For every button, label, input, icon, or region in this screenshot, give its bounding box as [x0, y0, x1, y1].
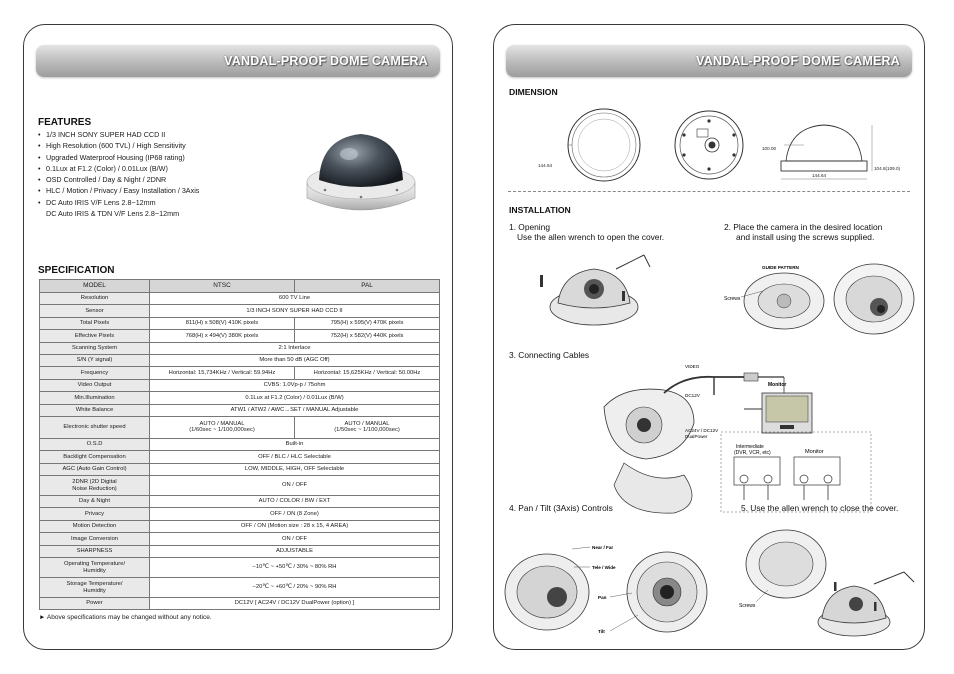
shutter-ntsc-range: (1/60sec ~ 1/100,000sec): [189, 427, 255, 434]
intermediate-label-line1: Intermediate: [736, 444, 764, 450]
shutter-pal-range: (1/50sec ~ 1/100,000sec): [334, 427, 400, 434]
table-row: [40, 451, 440, 463]
st-temp-label-line1: Storage Temperature/: [66, 580, 123, 587]
table-row: [40, 416, 440, 438]
row-label: Effective Pixels: [40, 330, 150, 342]
row-label: Image Conversion: [40, 533, 150, 545]
intermediate-label-line2: (DVR, VCR, etc): [734, 450, 771, 456]
features-heading: FEATURES: [38, 117, 92, 128]
tilt-label: Tilt: [598, 629, 605, 634]
tele-wide-label: Tele / Wide: [592, 565, 616, 570]
near-far-label: Near / Far: [592, 545, 614, 550]
step-5-title: 5. Use the allen wrench to close the cover.: [741, 503, 899, 513]
row-value-pal: Horizontal: 15,625KHz / Vertical: 50.00Hz: [295, 367, 440, 379]
row-label: Frequency: [40, 367, 150, 379]
row-value: 2:1 Interlace: [150, 342, 440, 354]
row-label: [40, 558, 150, 578]
row-value: AUTO / COLOR / BW / EXT: [150, 496, 440, 508]
video-label: VIDEO: [685, 364, 700, 369]
step-2: [724, 222, 882, 242]
table-row: [40, 438, 440, 450]
dim-label-height: 104.8(109.0): [874, 166, 901, 171]
table-row: [40, 578, 440, 598]
feature-item: • DC Auto IRIS V/F Lens 2.8~12mm: [38, 197, 199, 208]
row-label: [40, 578, 150, 598]
table-row: [40, 354, 440, 366]
bottom-view-drawing: [675, 111, 743, 179]
table-row: [40, 317, 440, 329]
dim-label-diameter: 144.64: [538, 163, 553, 168]
dome-camera-image: [299, 120, 424, 230]
row-value: 1/3 INCH SONY SUPER HAD CCD II: [150, 305, 440, 317]
opening-illustration: [534, 247, 674, 337]
row-value: Built-in: [150, 438, 440, 450]
table-row: [40, 545, 440, 557]
table-row: [40, 367, 440, 379]
row-value: ON / OFF: [150, 533, 440, 545]
row-value-ntsc: Horizontal: 15,734KHz / Vertical: 59.94Hz: [150, 367, 295, 379]
row-label: AGC (Auto Gain Control): [40, 463, 150, 475]
shutter-pal-mode: AUTO / MANUAL: [344, 420, 390, 427]
row-value: OFF / ON (Motion size : 28 x 15, 4 AREA): [150, 520, 440, 532]
row-value: LOW, MIDDLE, HIGH, OFF Selectable: [150, 463, 440, 475]
table-row: [40, 463, 440, 475]
closing-illustration: [734, 522, 924, 647]
feature-item: • OSD Controlled / Day & Night / 2DNR: [38, 174, 199, 185]
row-label: O.S.D: [40, 438, 150, 450]
row-label: [40, 476, 150, 496]
table-row: [40, 404, 440, 416]
feature-item: • 0.1Lux at F1.2 (Color) / 0.01Lux (B/W): [38, 163, 199, 174]
st-temp-label-line2: Humidity: [83, 587, 106, 594]
row-label: Total Pixels: [40, 317, 150, 329]
row-label: Min.Illumination: [40, 392, 150, 404]
col-pal: PAL: [295, 280, 440, 293]
dim-label-dome-width: 100.00: [762, 146, 777, 151]
banner-title: VANDAL-PROOF DOME CAMERA: [224, 54, 428, 68]
row-label: Resolution: [40, 293, 150, 305]
row-value-ntsc: [150, 416, 295, 438]
step-4-title: 4. Pan / Tilt (3Axis) Controls: [509, 503, 613, 513]
dimension-heading: DIMENSION: [509, 87, 558, 97]
spec-note: ► Above specifications may be changed without any notice.: [39, 614, 212, 621]
table-row: [40, 508, 440, 520]
table-row: [40, 293, 440, 305]
right-page: [493, 24, 925, 650]
row-value: More than 50 dB (AGC Off): [150, 354, 440, 366]
row-value: OFF / BLC / HLC Selectable: [150, 451, 440, 463]
dnr-label-line1: 2DNR (2D Digital: [72, 478, 117, 485]
row-label: Scanning System: [40, 342, 150, 354]
row-value: −20℃ ~ +60℃ / 20% ~ 90% RH: [150, 578, 440, 598]
cable-connection-diagram: [584, 355, 924, 515]
step-1-text: Use the allen wrench to open the cover.: [517, 232, 665, 242]
step-3-title: 3. Connecting Cables: [509, 350, 590, 360]
feature-item: DC Auto IRIS & TDN V/F Lens 2.8~12mm: [46, 209, 180, 219]
row-label: Day & Night: [40, 496, 150, 508]
feature-item: • Upgraded Waterproof Housing (IP68 rating): [38, 152, 199, 163]
table-row: [40, 533, 440, 545]
mounting-illustration: [719, 249, 924, 349]
row-label: Privacy: [40, 508, 150, 520]
feature-item: • HLC / Motion / Privacy / Easy Installation / 3Axis: [38, 185, 199, 196]
table-row: [40, 305, 440, 317]
row-label: Video Output: [40, 379, 150, 391]
row-value: −10℃ ~ +50℃ / 30% ~ 80% RH: [150, 558, 440, 578]
row-label: SHARPNESS: [40, 545, 150, 557]
row-value-ntsc: 811(H) x 508(V) 410K pixels: [150, 317, 295, 329]
op-temp-label-line1: Operating Temperature/: [63, 560, 126, 567]
col-model: MODEL: [40, 280, 150, 293]
row-label: Electronic shutter speed: [40, 416, 150, 438]
power-label-line1: AC24V / DC12V: [685, 428, 719, 433]
dnr-label-line2: Noise Reduction): [72, 485, 117, 492]
top-view-drawing: [538, 109, 640, 181]
row-value: DC12V [ AC24V / DC12V DualPower (option) ]: [150, 598, 440, 610]
step-1-title: 1. Opening: [509, 222, 550, 232]
col-ntsc: NTSC: [150, 280, 295, 293]
section-divider: [508, 191, 910, 192]
table-row: [40, 330, 440, 342]
shutter-ntsc-mode: AUTO / MANUAL: [199, 420, 245, 427]
row-value-ntsc: 768(H) x 494(V) 380K pixels: [150, 330, 295, 342]
specification-table: [39, 279, 440, 610]
row-label: White Balance: [40, 404, 150, 416]
row-value: OFF / ON (8 Zone): [150, 508, 440, 520]
dc12v-label: DC12V: [685, 393, 700, 398]
screws2-label: Screws: [739, 603, 756, 609]
pan-tilt-illustration: [502, 537, 717, 647]
op-temp-label-line2: Humidity: [83, 567, 106, 574]
row-value-pal: 752(H) x 582(V) 440K pixels: [295, 330, 440, 342]
feature-item: • High Resolution (600 TVL) / High Sensitivity: [38, 140, 199, 151]
table-row: [40, 558, 440, 578]
row-value: ADJUSTABLE: [150, 545, 440, 557]
row-value-pal: 795(H) x 595(V) 470K pixels: [295, 317, 440, 329]
table-row: [40, 476, 440, 496]
table-row: [40, 598, 440, 610]
row-label: Sensor: [40, 305, 150, 317]
page-banner: [506, 45, 912, 77]
table-header-row: [40, 280, 440, 293]
monitor-label: Monitor: [768, 382, 787, 388]
table-row: [40, 379, 440, 391]
specification-heading: SPECIFICATION: [38, 265, 115, 276]
step-2-title: 2. Place the camera in the desired location: [724, 222, 883, 232]
step-2-text: and install using the screws supplied.: [736, 232, 875, 242]
table-row: [40, 342, 440, 354]
dimension-drawings: [534, 105, 914, 185]
pan-label: Pan: [598, 595, 607, 600]
power-label-line2: DualPower: [685, 434, 708, 439]
row-label: Power: [40, 598, 150, 610]
left-page: [23, 24, 453, 650]
installation-heading: INSTALLATION: [509, 205, 571, 215]
row-value-pal: [295, 416, 440, 438]
banner-title: VANDAL-PROOF DOME CAMERA: [696, 54, 900, 68]
row-value: 600 TV Line: [150, 293, 440, 305]
guide-pattern-label: GUIDE PATTERN: [762, 265, 799, 270]
row-value: 0.1Lux at F1.2 (Color) / 0.01Lux (B/W): [150, 392, 440, 404]
page-banner: [36, 45, 440, 77]
features-list: [38, 129, 199, 219]
row-value: ON / OFF: [150, 476, 440, 496]
row-value: ATW1 / ATW2 / AWC→SET / MANUAL Adjustable: [150, 404, 440, 416]
table-row: [40, 520, 440, 532]
step-1: [509, 222, 664, 242]
monitor2-label: Monitor: [805, 449, 824, 455]
row-value: CVBS: 1.0Vp-p / 75ohm: [150, 379, 440, 391]
dim-label-base-width: 144.64: [812, 173, 827, 178]
side-view-drawing: [762, 125, 901, 179]
table-row: [40, 392, 440, 404]
row-label: Motion Detection: [40, 520, 150, 532]
row-label: S/N (Y signal): [40, 354, 150, 366]
row-label: Backlight Compensation: [40, 451, 150, 463]
table-row: [40, 496, 440, 508]
feature-item: • 1/3 INCH SONY SUPER HAD CCD II: [38, 129, 199, 140]
screws-label: Screws: [724, 296, 741, 302]
